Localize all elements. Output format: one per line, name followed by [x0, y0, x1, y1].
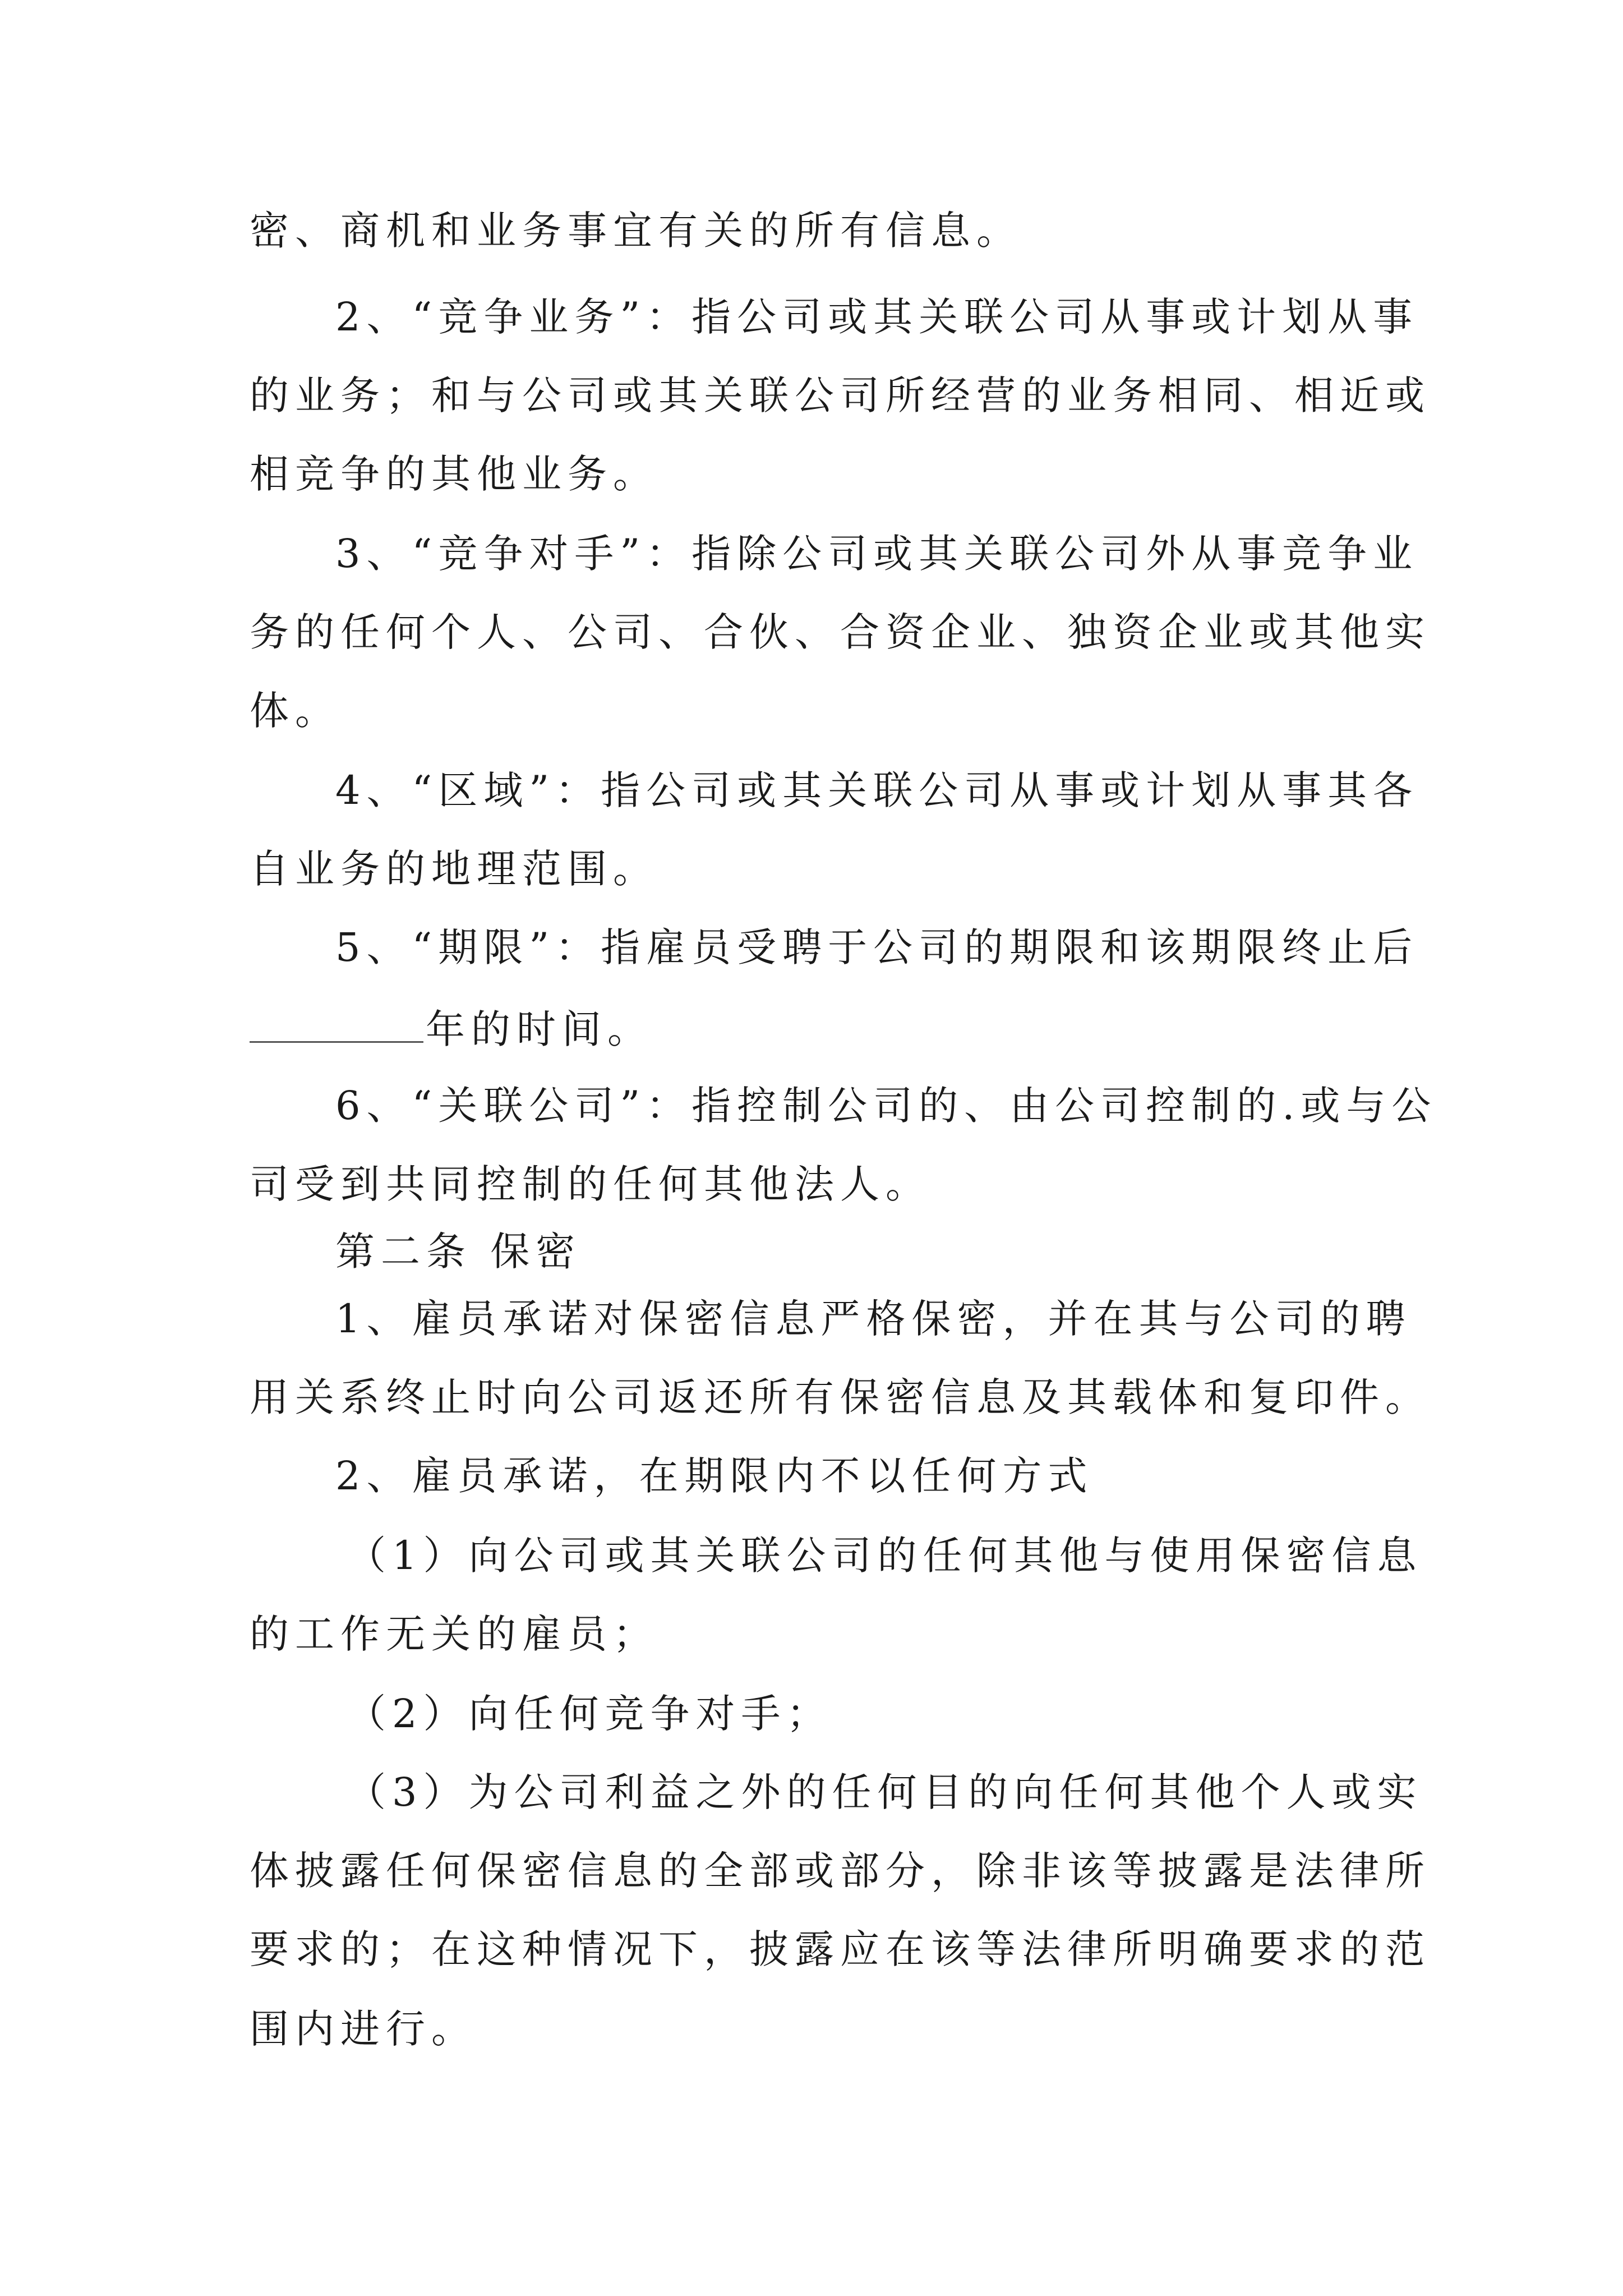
text-line: 司受到共同控制的任何其他法人。: [250, 1161, 931, 1207]
text-line: 5、“期限”：指雇员受聘于公司的期限和该期限终止后: [335, 924, 1419, 970]
text-line: （3）为公司利益之外的任何目的向任何其他个人或实: [347, 1769, 1423, 1815]
text-line: 用关系终止时向公司返还所有保密信息及其载体和复印件。: [250, 1374, 1431, 1420]
text-line: （1）向公司或其关联公司的任何其他与使用保密信息: [347, 1533, 1423, 1579]
section-heading: 第二条 保密: [335, 1228, 582, 1274]
text-line: 体。: [250, 688, 340, 734]
text-line-with-blank: [250, 1002, 653, 1055]
text-line: 围内进行。: [250, 2006, 477, 2052]
text-line: 要求的；在这种情况下，披露应在该等法律所明确要求的范: [250, 1926, 1431, 1972]
text-line: 密、商机和业务事宜有关的所有信息。: [250, 208, 1022, 254]
fill-in-blank: [250, 1002, 423, 1043]
text-line: 2、雇员承诺，在期限内不以任何方式: [335, 1453, 1094, 1499]
text-line: （2）向任何竞争对手；: [347, 1691, 832, 1737]
text-line: 的业务；和与公司或其关联公司所经营的业务相同、相近或: [250, 372, 1431, 418]
text-line: 6、“关联公司”：指控制公司的、由公司控制的.或与公: [335, 1083, 1437, 1129]
text-line: 2、“竞争业务”：指公司或其关联公司从事或计划从事: [335, 294, 1419, 340]
text-line: 4、“区域”：指公司或其关联公司从事或计划从事其各: [335, 767, 1419, 813]
text-line: 相竞争的其他业务。: [250, 451, 658, 497]
text-line: 的工作无关的雇员；: [250, 1611, 658, 1657]
text-line: 体披露任何保密信息的全部或部分，除非该等披露是法律所: [250, 1848, 1431, 1894]
text-fragment: 年的时间。: [426, 1006, 653, 1052]
text-line: 务的任何个人、公司、合伙、合资企业、独资企业或其他实: [250, 609, 1431, 655]
text-line: 1、雇员承诺对保密信息严格保密，并在其与公司的聘: [335, 1296, 1412, 1342]
text-line: 3、“竞争对手”：指除公司或其关联公司外从事竞争业: [335, 531, 1419, 577]
text-line: 自业务的地理范围。: [250, 846, 658, 892]
